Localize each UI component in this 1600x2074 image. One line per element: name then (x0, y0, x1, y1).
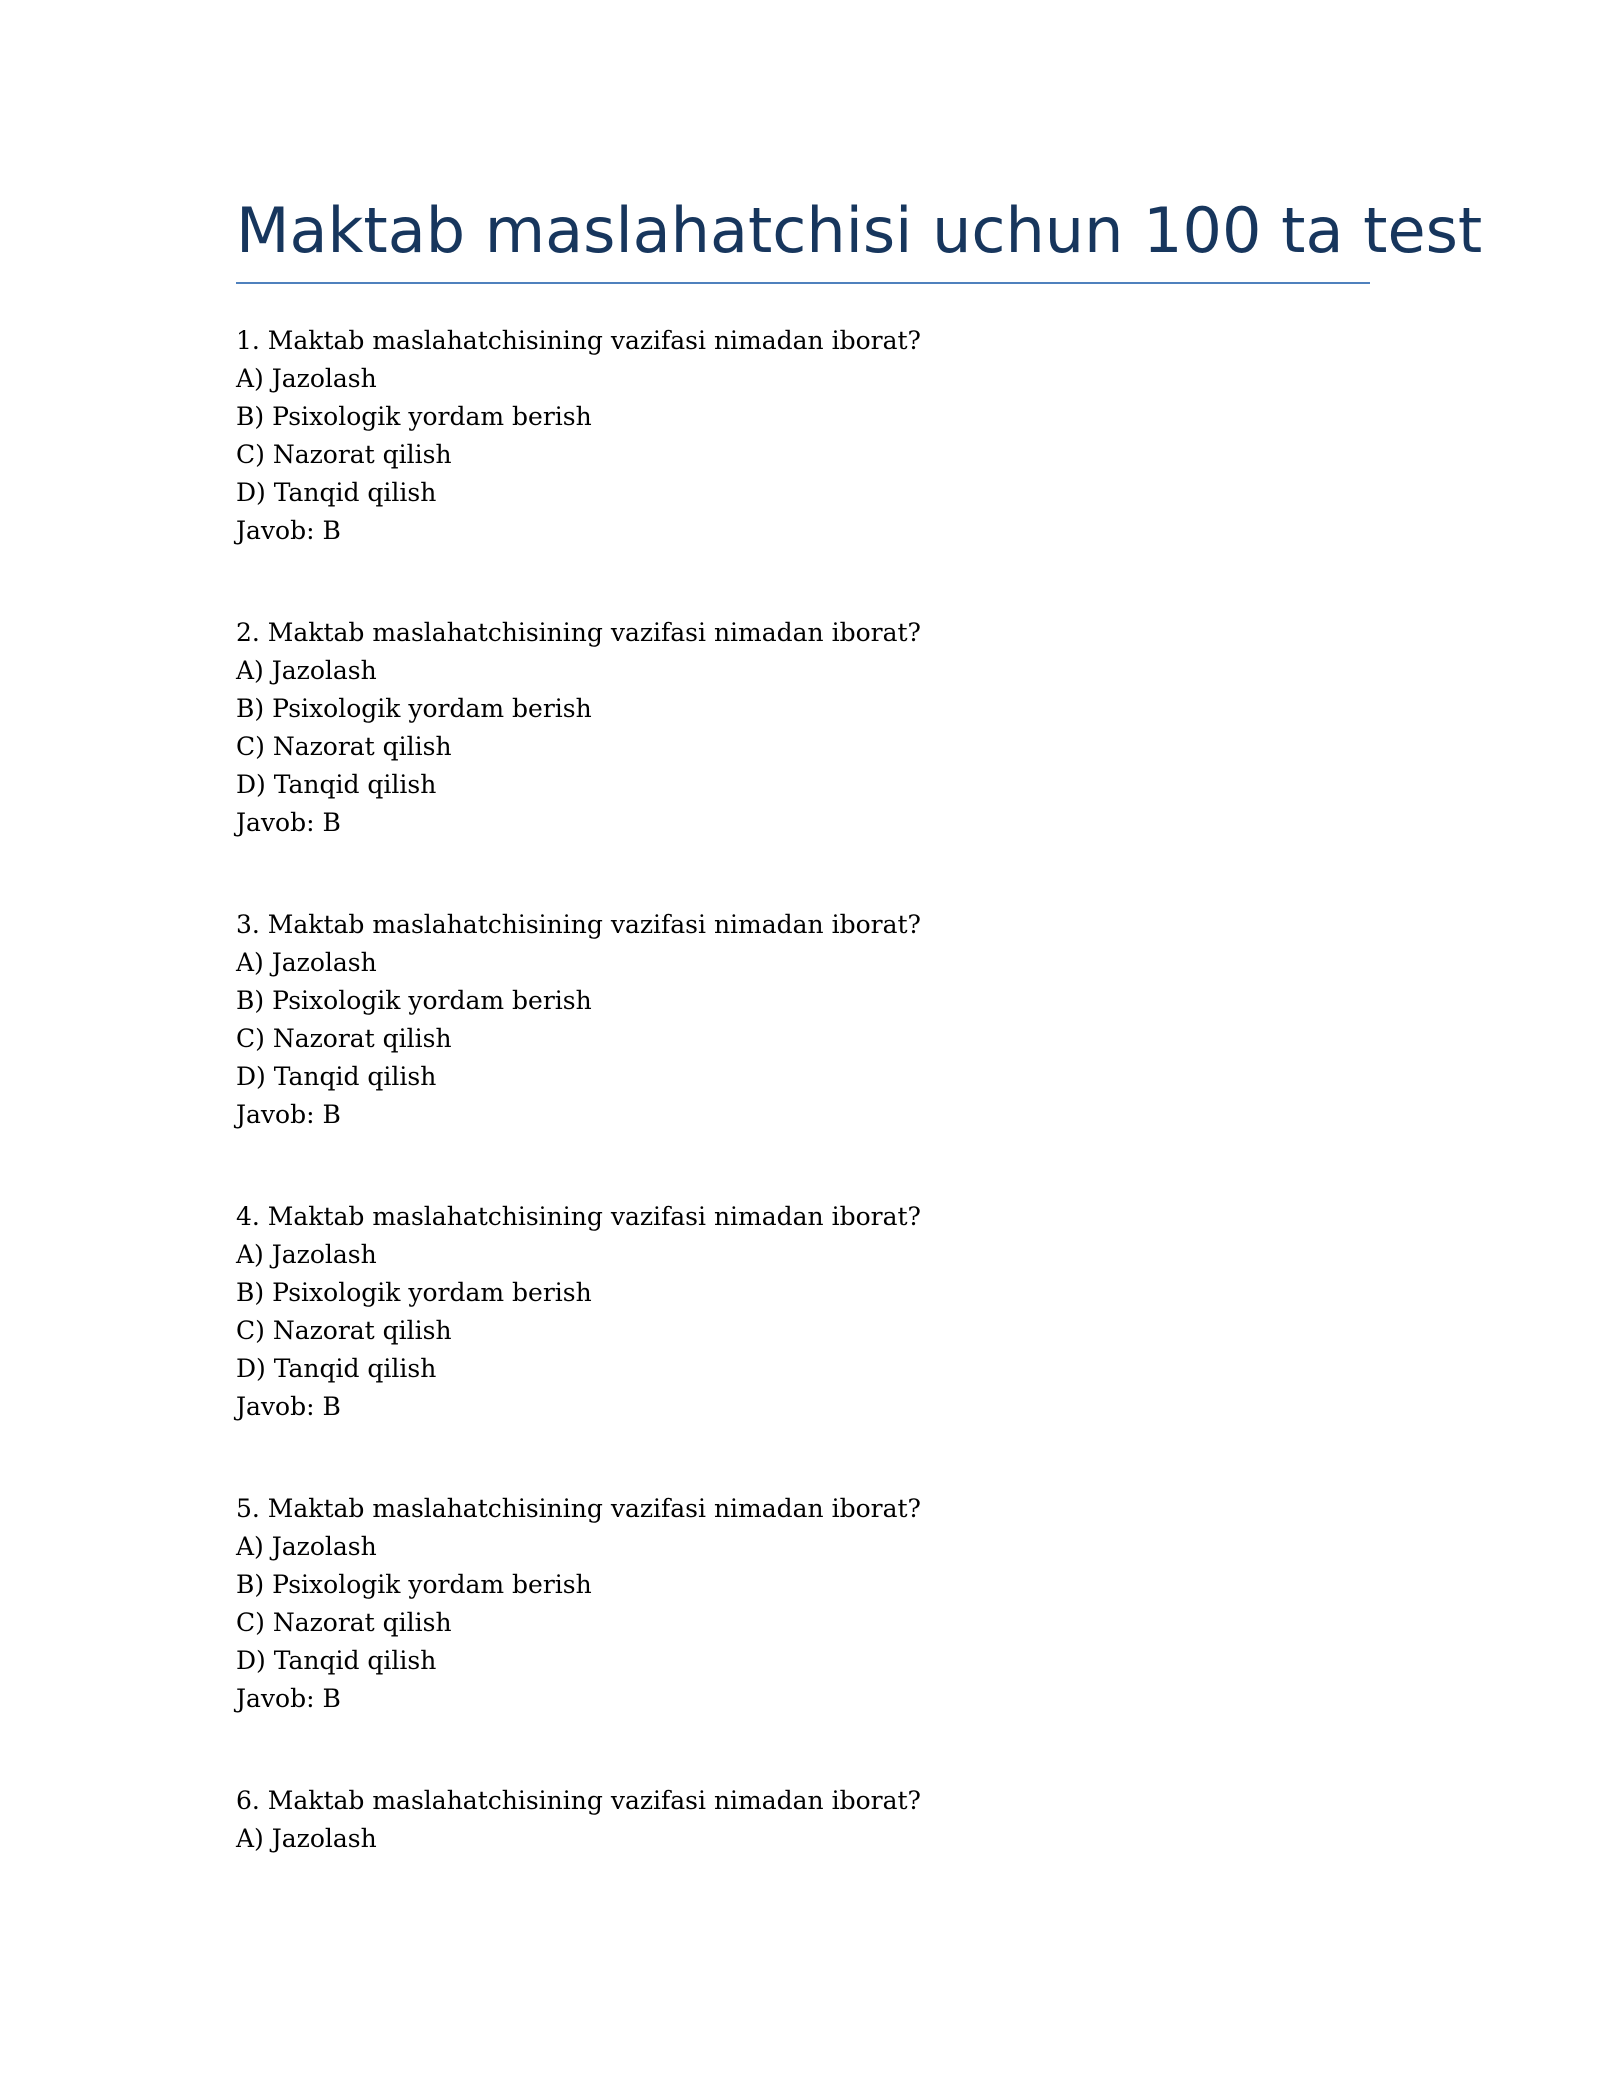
question-text: 1. Maktab maslahatchisining vazifasi nimadan iborat? (236, 326, 921, 355)
question-item (236, 1782, 1370, 2074)
option-b: B) Psixologik yordam berish (236, 694, 592, 723)
option-a: A) Jazolash (236, 1240, 377, 1269)
question-text: 5. Maktab maslahatchisining vazifasi nimadan iborat? (236, 1494, 921, 1523)
answer-line: Javob: B (236, 1100, 341, 1129)
answer-line: Javob: B (236, 516, 341, 545)
question-item (236, 614, 1370, 906)
answer-line: Javob: B (236, 808, 341, 837)
option-a: A) Jazolash (236, 364, 377, 393)
question-text: 2. Maktab maslahatchisining vazifasi nimadan iborat? (236, 618, 921, 647)
answer-line: Javob: B (236, 1392, 341, 1421)
option-a: A) Jazolash (236, 948, 377, 977)
option-a: A) Jazolash (236, 1824, 377, 1853)
option-b: B) Psixologik yordam berish (236, 1278, 592, 1307)
question-text: 3. Maktab maslahatchisining vazifasi nimadan iborat? (236, 910, 921, 939)
option-d: D) Tanqid qilish (236, 1354, 437, 1383)
option-c: C) Nazorat qilish (236, 732, 452, 761)
question-item (236, 1490, 1370, 1782)
title-block (236, 192, 1483, 270)
option-d: D) Tanqid qilish (236, 1062, 437, 1091)
question-text: 4. Maktab maslahatchisining vazifasi nimadan iborat? (236, 1202, 921, 1231)
option-a: A) Jazolash (236, 1532, 377, 1561)
option-b: B) Psixologik yordam berish (236, 402, 592, 431)
option-c: C) Nazorat qilish (236, 1316, 452, 1345)
option-d: D) Tanqid qilish (236, 770, 437, 799)
question-item (236, 322, 1370, 614)
option-a: A) Jazolash (236, 656, 377, 685)
option-c: C) Nazorat qilish (236, 1608, 452, 1637)
option-b: B) Psixologik yordam berish (236, 1570, 592, 1599)
option-c: C) Nazorat qilish (236, 1024, 452, 1053)
question-text: 6. Maktab maslahatchisining vazifasi nimadan iborat? (236, 1786, 921, 1815)
question-list (236, 322, 1370, 2074)
option-d: D) Tanqid qilish (236, 1646, 437, 1675)
question-item (236, 906, 1370, 1198)
option-b: B) Psixologik yordam berish (236, 986, 592, 1015)
title-underline (236, 282, 1370, 284)
option-d: D) Tanqid qilish (236, 478, 437, 507)
question-item (236, 1198, 1370, 1490)
option-c: C) Nazorat qilish (236, 440, 452, 469)
answer-line: Javob: B (236, 1684, 341, 1713)
page-title: Maktab maslahatchisi uchun 100 ta test (236, 194, 1483, 267)
